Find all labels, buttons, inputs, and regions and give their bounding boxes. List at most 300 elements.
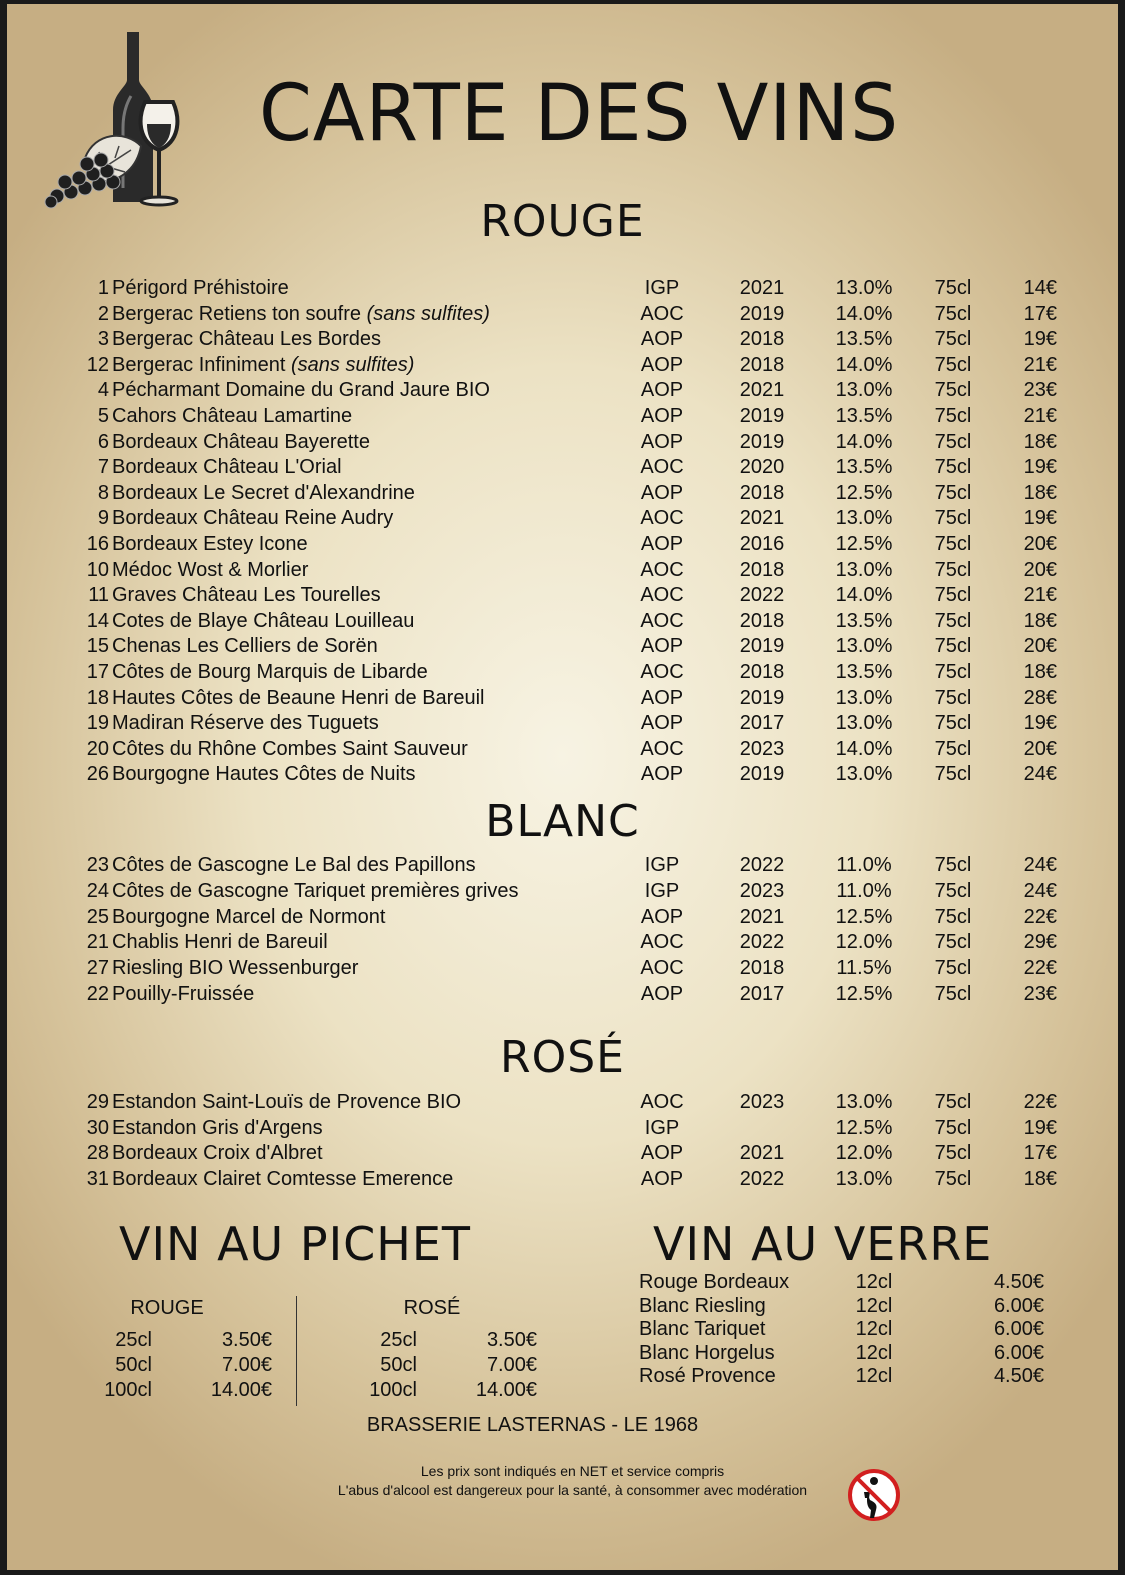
wine-name-text: Bergerac Retiens ton soufre <box>112 302 367 325</box>
wine-price: 23€ <box>1023 983 1057 1005</box>
wine-bottle-glass-icon <box>41 26 191 210</box>
wine-number: 24 <box>86 879 109 902</box>
wine-name <box>112 905 385 931</box>
wine-classification: AOP <box>640 353 684 376</box>
wine-row <box>7 609 1118 635</box>
wine-year: 2016 <box>739 533 785 555</box>
wine-row <box>7 378 1118 404</box>
wine-alcohol: 14.0% <box>835 584 893 607</box>
verre-size: 12cl <box>855 1271 893 1293</box>
wine-row <box>7 686 1118 712</box>
wine-price: 24€ <box>1023 763 1057 786</box>
wine-classification: AOP <box>640 983 684 1005</box>
wine-year: 2022 <box>739 584 785 607</box>
wine-number: 10 <box>86 558 109 581</box>
verre-row <box>639 1318 1044 1342</box>
wine-alcohol: 11.5% <box>836 957 892 980</box>
wine-name <box>112 686 484 712</box>
wine-alcohol: 13.5% <box>835 328 893 351</box>
wine-number: 16 <box>86 533 109 555</box>
wine-classification: AOP <box>640 686 684 709</box>
verre-row <box>639 1294 1044 1319</box>
wine-row <box>7 481 1118 507</box>
wine-volume: 75cl <box>934 609 972 632</box>
wine-name-text: Estandon Saint-Louïs de Provence BIO <box>112 1091 462 1113</box>
wine-year: 2017 <box>739 712 785 735</box>
pichet-price: 7.00€ <box>221 1354 272 1376</box>
wine-row <box>7 327 1118 353</box>
wine-name-text: Périgord Préhistoire <box>112 277 289 299</box>
wine-price: 19€ <box>1023 712 1057 735</box>
wine-price: 20€ <box>1023 737 1057 760</box>
wine-year: 2023 <box>739 1091 785 1113</box>
wine-row <box>7 1141 1118 1167</box>
wine-price: 18€ <box>1023 661 1057 683</box>
wine-classification: IGP <box>644 277 680 299</box>
wine-classification: AOP <box>640 712 684 735</box>
wine-name-text: Estandon Gris d'Argens <box>112 1116 323 1139</box>
pichet-size: 25cl <box>115 1329 152 1351</box>
wine-classification: AOC <box>640 609 684 632</box>
wine-alcohol: 14.0% <box>835 737 893 760</box>
wine-name-text: Côtes de Bourg Marquis de Libarde <box>112 661 428 683</box>
verre-price: 4.50€ <box>993 1271 1044 1293</box>
wine-name-text: Cotes de Blaye Château Louilleau <box>112 609 415 632</box>
wine-row <box>7 737 1118 763</box>
wine-year: 2018 <box>739 481 785 504</box>
wine-alcohol: 13.0% <box>835 712 893 735</box>
wine-classification: AOC <box>640 931 684 954</box>
wine-row <box>7 455 1118 481</box>
wine-price: 22€ <box>1023 1091 1057 1113</box>
pichet-divider <box>296 1296 297 1406</box>
wine-number: 30 <box>86 1116 109 1139</box>
wine-price: 19€ <box>1023 1116 1057 1139</box>
wine-menu-page <box>7 4 1118 1570</box>
wine-name-text: Riesling BIO Wessenburger <box>112 957 359 980</box>
pichet-price: 3.50€ <box>486 1329 537 1351</box>
wine-name <box>112 1141 323 1167</box>
wine-price: 22€ <box>1023 905 1057 928</box>
wine-number: 23 <box>86 854 109 876</box>
wine-classification: AOP <box>640 481 684 504</box>
wine-price: 17€ <box>1023 302 1057 325</box>
wine-name <box>112 982 254 1008</box>
wine-number: 15 <box>86 635 109 658</box>
wine-alcohol: 12.0% <box>835 931 893 954</box>
wine-volume: 75cl <box>934 405 972 427</box>
wine-number: 4 <box>97 379 109 402</box>
wine-price: 18€ <box>1023 430 1057 453</box>
verre-price: 6.00€ <box>993 1294 1044 1317</box>
wine-year: 2017 <box>739 983 785 1005</box>
alcohol-warning: L'abus d'alcool est dangereux pour la santé, à consommer avec modération <box>337 1482 808 1498</box>
wine-number: 14 <box>86 609 109 632</box>
wine-volume: 75cl <box>934 558 972 581</box>
wine-row <box>7 853 1118 879</box>
wine-price: 19€ <box>1023 456 1057 479</box>
wine-name <box>112 430 370 456</box>
wine-volume: 75cl <box>934 983 972 1005</box>
wine-classification: AOC <box>640 661 684 683</box>
verre-name: Blanc Tariquet <box>639 1318 766 1340</box>
wine-number: 20 <box>86 737 109 760</box>
wine-price: 14€ <box>1023 277 1057 299</box>
wine-year: 2021 <box>739 507 785 530</box>
wine-row <box>7 430 1118 456</box>
wine-name-text: Bourgogne Hautes Côtes de Nuits <box>112 763 416 786</box>
wine-number: 22 <box>86 983 109 1005</box>
wine-alcohol: 12.5% <box>835 481 893 504</box>
wine-price: 19€ <box>1023 507 1057 530</box>
wine-row <box>7 276 1118 302</box>
wine-alcohol: 14.0% <box>835 430 893 453</box>
wine-year: 2019 <box>739 430 785 453</box>
wine-volume: 75cl <box>934 905 972 928</box>
section-title-rose: ROSÉ <box>500 1032 625 1083</box>
wine-name <box>112 853 476 879</box>
wine-name <box>112 558 308 584</box>
wine-number: 6 <box>97 430 109 453</box>
pichet-rose-heading: ROSÉ <box>403 1297 461 1319</box>
wine-number: 19 <box>86 712 109 735</box>
wine-name <box>112 956 358 982</box>
wine-volume: 75cl <box>934 379 972 402</box>
wine-price: 18€ <box>1023 481 1057 504</box>
wine-price: 28€ <box>1023 686 1057 709</box>
wine-name <box>112 455 342 481</box>
verre-size: 12cl <box>855 1294 893 1317</box>
wine-number: 21 <box>86 931 109 954</box>
wine-number: 11 <box>88 584 109 607</box>
wine-name-text: Graves Château Les Tourelles <box>112 584 381 607</box>
wine-classification: AOC <box>640 1091 684 1113</box>
pichet-row <box>357 1353 537 1378</box>
wine-alcohol: 13.0% <box>835 507 893 530</box>
wine-volume: 75cl <box>934 1091 972 1113</box>
wine-price: 20€ <box>1023 558 1057 581</box>
wine-number: 29 <box>86 1091 109 1113</box>
wine-row <box>7 1116 1118 1142</box>
wine-alcohol: 13.0% <box>835 379 893 402</box>
wine-alcohol: 11.0% <box>836 879 892 902</box>
wine-number: 8 <box>97 481 109 504</box>
wine-classification: AOC <box>640 302 684 325</box>
pichet-size: 100cl <box>104 1379 152 1401</box>
wine-name-text: Pouilly-Fruissée <box>112 983 255 1005</box>
wine-alcohol: 13.5% <box>835 405 893 427</box>
wine-row <box>7 956 1118 982</box>
wine-number: 25 <box>86 905 109 928</box>
pichet-price: 3.50€ <box>221 1329 272 1351</box>
wine-volume: 75cl <box>934 854 972 876</box>
wine-name <box>112 583 381 609</box>
verre-row <box>639 1271 1044 1295</box>
wine-volume: 75cl <box>934 879 972 902</box>
wine-note: (sans sulfites) <box>366 302 490 325</box>
wine-year: 2018 <box>739 957 785 980</box>
wine-name <box>112 1116 323 1142</box>
wine-number: 27 <box>86 957 109 980</box>
wine-name-text: Bergerac Infiniment <box>112 353 291 376</box>
wine-number: 7 <box>97 456 109 479</box>
wine-year: 2023 <box>739 879 785 902</box>
wine-price: 18€ <box>1023 1167 1057 1190</box>
wine-number: 1 <box>97 277 109 299</box>
wine-name-text: Bordeaux Estey Icone <box>112 533 308 555</box>
wine-row <box>7 762 1118 788</box>
pichet-rouge-heading: ROUGE <box>130 1297 204 1319</box>
wine-name-text: Chablis Henri de Bareuil <box>112 931 328 954</box>
wine-name-text: Hautes Côtes de Beaune Henri de Bareuil <box>112 686 485 709</box>
pichet-row <box>357 1328 537 1353</box>
wine-alcohol: 13.5% <box>835 661 893 683</box>
wine-name-text: Côtes de Gascogne Le Bal des Papillons <box>112 854 476 876</box>
pichet-price: 14.00€ <box>475 1379 537 1401</box>
wine-alcohol: 13.5% <box>835 609 893 632</box>
wine-alcohol: 12.5% <box>835 1116 893 1139</box>
wine-alcohol: 13.0% <box>835 1167 893 1190</box>
wine-volume: 75cl <box>934 763 972 786</box>
wine-name <box>112 327 381 353</box>
wine-year: 2019 <box>739 405 785 427</box>
wine-volume: 75cl <box>934 712 972 735</box>
wine-volume: 75cl <box>934 507 972 530</box>
wine-name <box>112 609 414 635</box>
pichet-price: 14.00€ <box>210 1379 272 1401</box>
wine-classification: AOC <box>640 558 684 581</box>
wine-row <box>7 404 1118 430</box>
wine-name <box>112 481 415 507</box>
wine-volume: 75cl <box>934 1116 972 1139</box>
wine-year: 2018 <box>739 609 785 632</box>
wine-classification: AOC <box>640 957 684 980</box>
wine-note: (sans sulfites) <box>290 353 415 376</box>
verre-size: 12cl <box>855 1341 893 1364</box>
wine-number: 28 <box>86 1142 109 1165</box>
pichet-title: VIN AU PICHET <box>119 1217 472 1271</box>
wine-year: 2018 <box>739 558 785 581</box>
wine-alcohol: 12.5% <box>835 983 893 1005</box>
wine-volume: 75cl <box>934 430 972 453</box>
wine-name <box>112 762 416 788</box>
verre-price: 6.00€ <box>993 1318 1044 1340</box>
wine-row <box>7 353 1118 379</box>
wine-row <box>7 982 1118 1008</box>
wine-price: 20€ <box>1023 533 1057 555</box>
wine-name-text: Bordeaux Château Bayerette <box>112 430 370 453</box>
wine-price: 21€ <box>1023 405 1057 427</box>
wine-classification: IGP <box>644 854 680 876</box>
wine-row <box>7 905 1118 931</box>
wine-classification: AOP <box>640 635 684 658</box>
wine-name-text: Côtes de Gascogne Tariquet premières grives <box>112 879 519 902</box>
wine-name-text: Bergerac Château Les Bordes <box>112 328 382 351</box>
wine-name-text: Bordeaux Clairet Comtesse Emerence <box>112 1167 454 1190</box>
wine-name-text: Médoc Wost & Morlier <box>112 558 309 581</box>
wine-name <box>112 404 352 430</box>
wine-number: 5 <box>97 405 109 427</box>
wine-volume: 75cl <box>934 1142 972 1165</box>
wine-price: 21€ <box>1023 584 1057 607</box>
wine-price: 24€ <box>1023 854 1057 876</box>
wine-classification: AOP <box>640 763 684 786</box>
wine-volume: 75cl <box>934 481 972 504</box>
verre-name: Rouge Bordeaux <box>639 1271 790 1293</box>
wine-name <box>112 879 519 905</box>
wine-name-text: Bourgogne Marcel de Normont <box>112 905 386 928</box>
wine-name <box>112 378 490 404</box>
wine-number: 26 <box>86 763 109 786</box>
wine-classification: AOC <box>640 584 684 607</box>
wine-year: 2020 <box>739 456 785 479</box>
verre-price: 4.50€ <box>993 1365 1044 1387</box>
wine-classification: AOP <box>640 1142 684 1165</box>
wine-row <box>7 634 1118 660</box>
wine-classification: AOP <box>640 430 684 453</box>
wine-name-text: Chenas Les Celliers de Sorën <box>112 635 378 658</box>
pichet-price: 7.00€ <box>486 1354 537 1376</box>
wine-number: 2 <box>97 302 109 325</box>
wine-volume: 75cl <box>934 686 972 709</box>
wine-name <box>112 1090 461 1116</box>
wine-alcohol: 13.0% <box>835 686 893 709</box>
wine-year: 2019 <box>739 302 785 325</box>
section-title-blanc: BLANC <box>485 796 640 847</box>
wine-year: 2022 <box>739 931 785 954</box>
wine-classification: AOP <box>640 379 684 402</box>
wine-year: 2018 <box>739 328 785 351</box>
wine-volume: 75cl <box>934 1167 972 1190</box>
wine-name-text: Bordeaux Château Reine Audry <box>112 507 394 530</box>
wine-name-text: Bordeaux Croix d'Albret <box>112 1142 323 1165</box>
brasserie-name: BRASSERIE LASTERNAS - LE 1968 <box>366 1414 699 1436</box>
wine-volume: 75cl <box>934 584 972 607</box>
wine-row <box>7 1167 1118 1193</box>
wine-price: 18€ <box>1023 609 1057 632</box>
wine-volume: 75cl <box>934 957 972 980</box>
wine-volume: 75cl <box>934 737 972 760</box>
wine-classification: AOP <box>640 405 684 427</box>
wine-row <box>7 558 1118 584</box>
wine-year: 2021 <box>739 1142 785 1165</box>
verre-price: 6.00€ <box>993 1341 1044 1364</box>
wine-year: 2018 <box>739 661 785 683</box>
wine-price: 23€ <box>1023 379 1057 402</box>
wine-name <box>112 1167 453 1193</box>
wine-name-text: Madiran Réserve des Tuguets <box>112 712 379 735</box>
verre-title: VIN AU VERRE <box>653 1217 993 1271</box>
verre-name: Rosé Provence <box>639 1365 776 1387</box>
wine-name <box>112 660 428 686</box>
wine-classification: AOP <box>640 533 684 555</box>
wine-year: 2018 <box>739 353 785 376</box>
wine-classification: IGP <box>644 879 680 902</box>
wine-year: 2021 <box>739 905 785 928</box>
wine-price: 17€ <box>1023 1142 1057 1165</box>
pichet-row <box>92 1353 272 1378</box>
wine-alcohol: 13.0% <box>835 763 893 786</box>
pichet-row <box>357 1378 537 1403</box>
wine-alcohol: 12.0% <box>835 1142 893 1165</box>
wine-number: 9 <box>97 507 109 530</box>
wine-alcohol: 11.0% <box>836 854 892 876</box>
wine-year: 2023 <box>739 737 785 760</box>
wine-row <box>7 711 1118 737</box>
wine-name <box>112 532 308 558</box>
wine-year: 2019 <box>739 686 785 709</box>
wine-volume: 75cl <box>934 931 972 954</box>
wine-classification: AOP <box>640 1167 684 1190</box>
wine-row <box>7 532 1118 558</box>
verre-size: 12cl <box>855 1365 893 1387</box>
wine-number: 18 <box>86 686 109 709</box>
wine-name <box>112 711 379 737</box>
wine-volume: 75cl <box>934 533 972 555</box>
no-alcohol-pregnancy-icon <box>847 1468 901 1522</box>
verre-row <box>639 1365 1044 1389</box>
wine-classification: AOC <box>640 456 684 479</box>
wine-price: 22€ <box>1023 957 1057 980</box>
wine-number: 17 <box>86 661 109 683</box>
wine-year: 2021 <box>739 277 785 299</box>
wine-name-text: Bordeaux Le Secret d'Alexandrine <box>112 481 415 504</box>
verre-row <box>639 1341 1044 1366</box>
wine-row <box>7 506 1118 532</box>
wine-volume: 75cl <box>934 661 972 683</box>
wine-name <box>112 930 328 956</box>
wine-volume: 75cl <box>934 277 972 299</box>
wine-volume: 75cl <box>934 635 972 658</box>
wine-classification: IGP <box>644 1116 680 1139</box>
wine-year: 2022 <box>739 1167 785 1190</box>
wine-row <box>7 930 1118 956</box>
wine-alcohol: 13.5% <box>835 456 893 479</box>
wine-name-text: Cahors Château Lamartine <box>112 405 353 427</box>
verre-name: Blanc Riesling <box>639 1294 766 1317</box>
wine-name <box>112 737 468 763</box>
verre-name: Blanc Horgelus <box>639 1341 775 1364</box>
wine-row <box>7 660 1118 686</box>
wine-row <box>7 302 1118 328</box>
pichet-size: 100cl <box>369 1379 417 1401</box>
wine-row <box>7 583 1118 609</box>
wine-price: 20€ <box>1023 635 1057 658</box>
wine-alcohol: 13.0% <box>835 1091 893 1113</box>
wine-name <box>112 276 289 302</box>
verre-size: 12cl <box>855 1318 893 1340</box>
wine-alcohol: 14.0% <box>835 302 893 325</box>
wine-name <box>112 302 490 328</box>
wine-name-text: Bordeaux Château L'Orial <box>112 456 342 479</box>
wine-classification: AOC <box>640 737 684 760</box>
pichet-size: 25cl <box>380 1329 417 1351</box>
wine-classification: AOC <box>640 507 684 530</box>
wine-price: 19€ <box>1023 328 1057 351</box>
pichet-row <box>92 1328 272 1353</box>
wine-name-text: Pécharmant Domaine du Grand Jaure BIO <box>112 379 490 402</box>
pichet-size: 50cl <box>380 1354 417 1376</box>
wine-price: 24€ <box>1023 879 1057 902</box>
wine-name <box>112 506 393 532</box>
wine-alcohol: 13.0% <box>835 277 893 299</box>
wine-alcohol: 14.0% <box>835 353 893 376</box>
wine-alcohol: 12.5% <box>835 905 893 928</box>
wine-number: 12 <box>86 353 109 376</box>
price-note: Les prix sont indiqués en NET et service compris <box>420 1463 725 1479</box>
wine-year: 2021 <box>739 379 785 402</box>
wine-volume: 75cl <box>934 302 972 325</box>
